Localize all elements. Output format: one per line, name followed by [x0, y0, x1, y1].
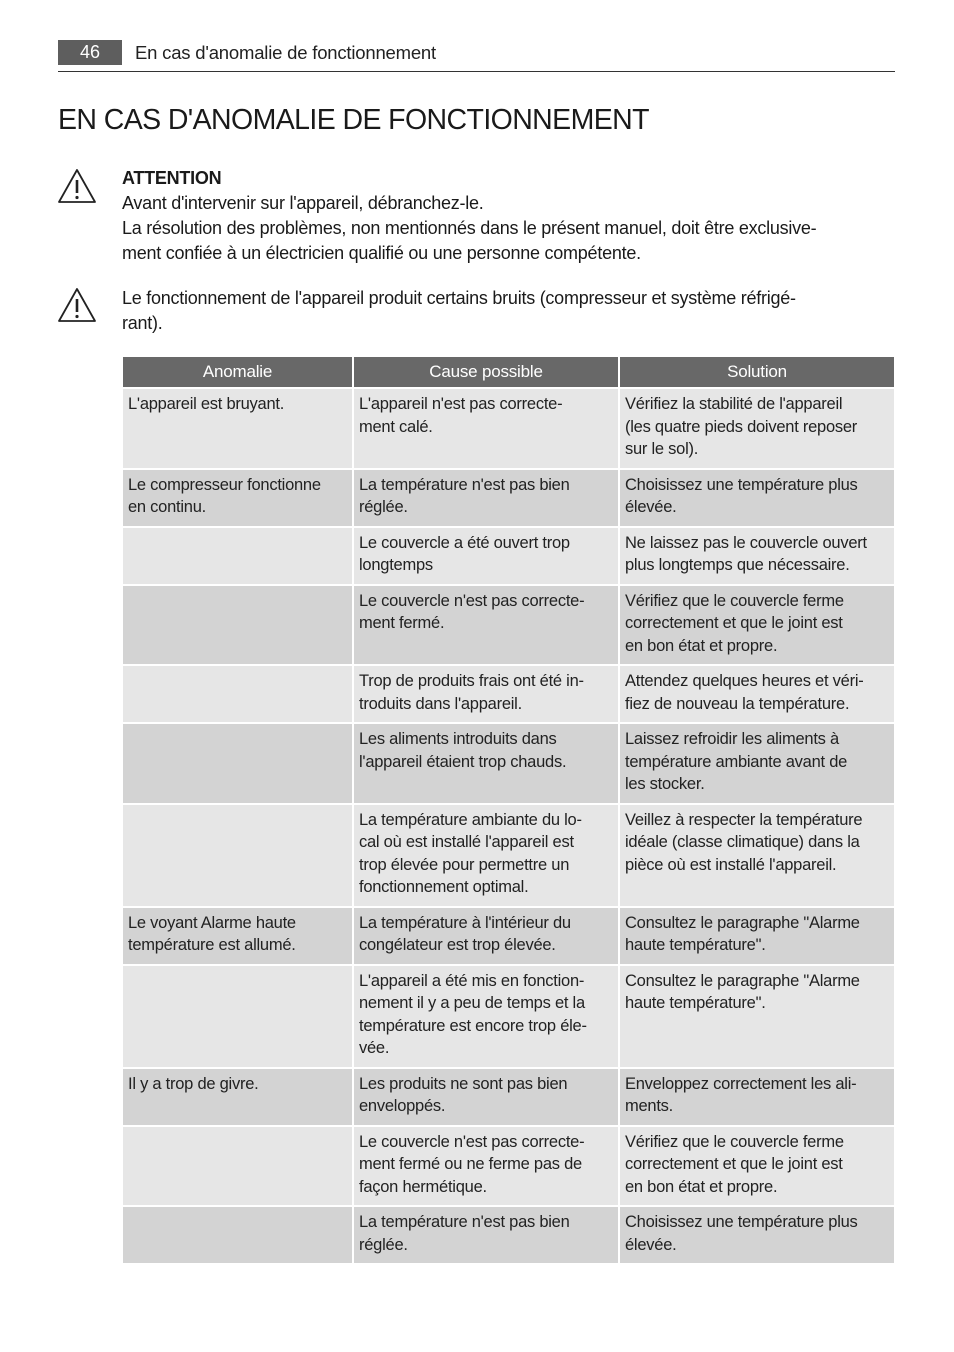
anomaly-cell — [123, 966, 352, 1067]
anomaly-cell: L'appareil est bruyant. — [123, 389, 352, 468]
page-header — [58, 40, 895, 72]
solution-cell: Vérifiez que le couvercle ferme correctement et que le joint est en bon état et propre. — [620, 1127, 894, 1206]
warning-triangle-icon — [57, 168, 97, 204]
solution-cell: Enveloppez correctement les ali- ments. — [620, 1069, 894, 1125]
table-row — [123, 528, 894, 584]
cause-cell: La température ambiante du lo- cal où est installé l'appareil est trop élevée pour permettre un fonctionnement optimal. — [354, 805, 618, 906]
anomaly-cell — [123, 805, 352, 906]
solution-cell: Choisissez une température plus élevée. — [620, 1207, 894, 1263]
cause-cell: Le couvercle a été ouvert trop longtemps — [354, 528, 618, 584]
solution-cell: Veillez à respecter la température idéale (classe climatique) dans la pièce où est installé l'appareil. — [620, 805, 894, 906]
anomaly-cell — [123, 528, 352, 584]
solution-cell: Vérifiez que le couvercle ferme correctement et que le joint est en bon état et propre. — [620, 586, 894, 665]
cause-cell: Le couvercle n'est pas correcte- ment fermé ou ne ferme pas de façon hermétique. — [354, 1127, 618, 1206]
table-row — [123, 1127, 894, 1206]
solution-cell: Consultez le paragraphe "Alarme haute température". — [620, 966, 894, 1067]
attention-warning — [122, 166, 892, 266]
anomaly-cell: Le voyant Alarme haute température est allumé. — [123, 908, 352, 964]
anomaly-cell — [123, 1127, 352, 1206]
cause-cell: Les aliments introduits dans l'appareil étaient trop chauds. — [354, 724, 618, 803]
warning-text-line: Avant d'intervenir sur l'appareil, débranchez-le. — [122, 193, 484, 213]
table-row — [123, 724, 894, 803]
page-number: 46 — [58, 40, 122, 65]
table-row — [123, 966, 894, 1067]
anomaly-cell — [123, 724, 352, 803]
cause-cell: Les produits ne sont pas bien enveloppés. — [354, 1069, 618, 1125]
solution-cell: Attendez quelques heures et véri- fiez de nouveau la température. — [620, 666, 894, 722]
warning-text-line: ment confiée à un électricien qualifié ou une personne compétente. — [122, 243, 641, 263]
noise-note — [122, 286, 882, 336]
table-row — [123, 908, 894, 964]
cause-cell: La température n'est pas bien réglée. — [354, 1207, 618, 1263]
cause-cell: La température à l'intérieur du congélateur est trop élevée. — [354, 908, 618, 964]
cause-cell: Le couvercle n'est pas correcte- ment fermé. — [354, 586, 618, 665]
running-title: En cas d'anomalie de fonctionnement — [135, 42, 436, 63]
table-row — [123, 666, 894, 722]
table-row — [123, 805, 894, 906]
column-header-cause: Cause possible — [354, 357, 618, 387]
table-row — [123, 389, 894, 468]
table-row — [123, 470, 894, 526]
anomaly-cell: Il y a trop de givre. — [123, 1069, 352, 1125]
table-row — [123, 1069, 894, 1125]
table-header-row — [123, 357, 894, 387]
attention-title: ATTENTION — [122, 168, 222, 188]
anomaly-cell — [123, 586, 352, 665]
table-row — [123, 586, 894, 665]
cause-cell: L'appareil a été mis en fonction- nement il y a peu de temps et la température est encore trop éle- vée. — [354, 966, 618, 1067]
page-title: EN CAS D'ANOMALIE DE FONCTIONNEMENT — [58, 104, 649, 136]
solution-cell: Choisissez une température plus élevée. — [620, 470, 894, 526]
table-row — [123, 1207, 894, 1263]
anomaly-cell — [123, 666, 352, 722]
column-header-solution: Solution — [620, 357, 894, 387]
solution-cell: Vérifiez la stabilité de l'appareil (les quatre pieds doivent reposer sur le sol). — [620, 389, 894, 468]
warning-text-line: La résolution des problèmes, non mentionnés dans le présent manuel, doit être exclusive- — [122, 218, 817, 238]
warning-triangle-icon — [57, 287, 97, 323]
note-text-line: rant). — [122, 313, 163, 333]
anomaly-cell: Le compresseur fonctionne en continu. — [123, 470, 352, 526]
cause-cell: L'appareil n'est pas correcte- ment calé. — [354, 389, 618, 468]
solution-cell: Laissez refroidir les aliments à température ambiante avant de les stocker. — [620, 724, 894, 803]
cause-cell: Trop de produits frais ont été in- troduits dans l'appareil. — [354, 666, 618, 722]
solution-cell: Ne laissez pas le couvercle ouvert plus longtemps que nécessaire. — [620, 528, 894, 584]
cause-cell: La température n'est pas bien réglée. — [354, 470, 618, 526]
troubleshooting-table — [121, 355, 896, 1265]
anomaly-cell — [123, 1207, 352, 1263]
column-header-anomalie: Anomalie — [123, 357, 352, 387]
note-text-line: Le fonctionnement de l'appareil produit certains bruits (compresseur et système réfrigé- — [122, 288, 796, 308]
solution-cell: Consultez le paragraphe "Alarme haute température". — [620, 908, 894, 964]
